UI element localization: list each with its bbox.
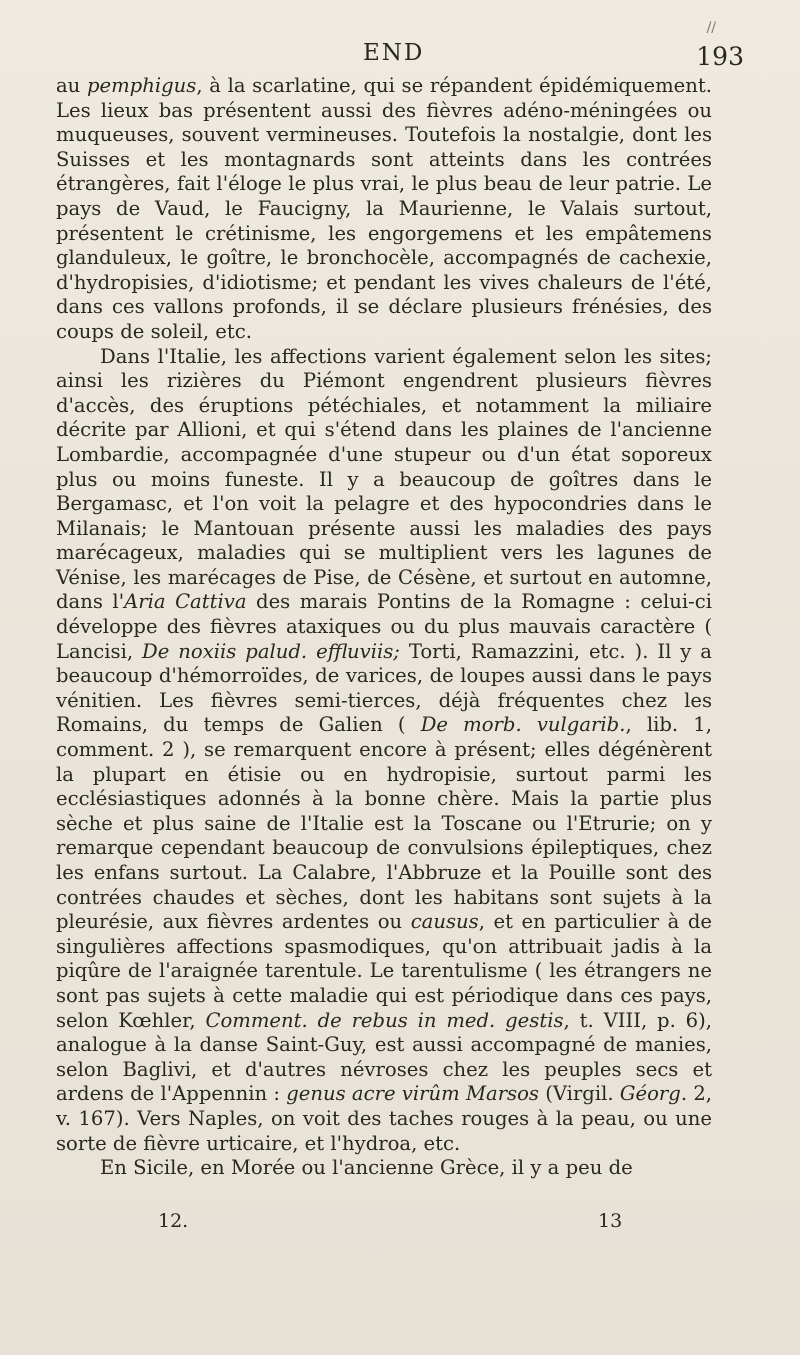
text-segment: au <box>56 74 87 97</box>
page-footer <box>0 1210 800 1240</box>
text-segment: des marais Pontins de la Romagne : celui-ci développe des fièvres ataxiques ou du plus mauvais caractère ( Lancisi, <box>56 590 712 663</box>
italic-text: Comment. de rebus in med. gestis <box>205 1008 564 1032</box>
running-head: END <box>363 40 425 66</box>
paragraph <box>56 74 712 345</box>
text-segment: , et en particulier à de singulières affections spasmodiques, qu'on attribuait jadis à la piqûre de l'araignée tarentule. Le tarentulisme ( les étrangers ne sont pas sujets à cette maladie qui est périodique dans ces pays, selon Kœhler, <box>56 910 712 1032</box>
catchword: 13 <box>598 1210 623 1232</box>
paragraph <box>56 345 712 1157</box>
page-header <box>0 20 800 74</box>
text-segment: En Sicile, en Morée ou l'ancienne Grèce, il y a peu de <box>100 1156 633 1180</box>
body-text <box>56 74 712 1181</box>
text-segment: Dans l'Italie, les affections varient également selon les sites; ainsi les rizières du Piémont engendrent plusieurs fièvres d'accès, des éruptions pétéchiales, et notamment la miliaire décrite par Allioni, et qui s'étend dans les plaines de l'ancienne Lombardie, accompagnée d'une stupeur ou d'un état soporeux plus ou moins funeste. Il y a beaucoup de goîtres dans le Bergamasc, et l'on voit la pelagre et des hypocondries dans le Milanais; le Mantouan présente aussi les maladies des pays marécageux, maladies qui se multiplient vers les lagunes de Vénise, les marécages de Pise, de Césène, et surtout en automne, dans l' <box>56 344 712 614</box>
italic-text: genus acre virûm Marsos <box>286 1082 539 1106</box>
text-segment: Torti, Ramazzini, etc. ). Il y a beaucoup d'hémorroïdes, de varices, de loupes aussi dans le pays vénitien. Les fièvres semi-tierces, déjà fréquentes chez les Romains, du temps de Galien ( <box>56 639 712 737</box>
italic-text: pemphigus <box>86 74 197 97</box>
italic-text: Aria Cattiva <box>124 590 247 614</box>
text-segment: , t. VIII, p. 6), analogue à la danse Saint-Guy, est aussi accompagné de manies, selon Baglivi, et d'autres névroses chez les peuples secs et ardens de l'Appennin : <box>56 1008 712 1106</box>
italic-text: Géorg. <box>619 1082 688 1106</box>
text-segment: , à la scarlatine, qui se répandent épidémiquement. Les lieux bas présentent aussi des fièvres adéno-méningées ou muqueuses, souvent vermineuses. Toutefois la nostalgie, dont les Suisses et les montagnards sont atteints dans les contrées étrangères, fait l'éloge le plus vrai, le plus beau de leur patrie. Le pays de Vaud, le Faucigny, la Maurienne, le Valais surtout, présentent le crétinisme, les engorgemens et les empâtemens glanduleux, le goître, le bronchocèle, accompagnés de cachexie, d'hydropisies, d'idiotisme; et pendant les vives chaleurs de l'été, dans ces vallons profonds, il se déclare plusieurs frénésies, des coups de soleil, etc. <box>56 74 713 343</box>
italic-text: causus <box>410 910 479 934</box>
text-segment: (Virgil. <box>538 1082 620 1106</box>
margin-mark: // <box>706 20 716 36</box>
signature-mark: 12. <box>158 1210 189 1232</box>
italic-text: De morb. vulgarib. <box>420 713 626 737</box>
text-segment: 2, v. 167). Vers Naples, on voit des taches rouges à la peau, ou une sorte de fièvre urticaire, et l'hydroa, etc. <box>56 1082 713 1155</box>
page-number: 193 <box>696 42 744 71</box>
italic-text: De noxiis palud. effluviis; <box>142 639 400 663</box>
paragraph <box>56 1156 712 1181</box>
text-segment: , lib. 1, comment. 2 ), se remarquent encore à présent; elles dégénèrent la plupart en étisie ou en hydropisie, surtout parmi les ecclésiastiques adonnés à la bonne chère. Mais la partie plus sèche et plus saine de l'Italie est la Toscane ou l'Etrurie; on y remarque cependant beaucoup de convulsions épileptiques, chez les enfans surtout. La Calabre, l'Abbruze et la Pouille sont des contrées chaudes et sèches, dont les habitans sont sujets à la pleurésie, aux fièvres ardentes ou <box>56 713 713 934</box>
